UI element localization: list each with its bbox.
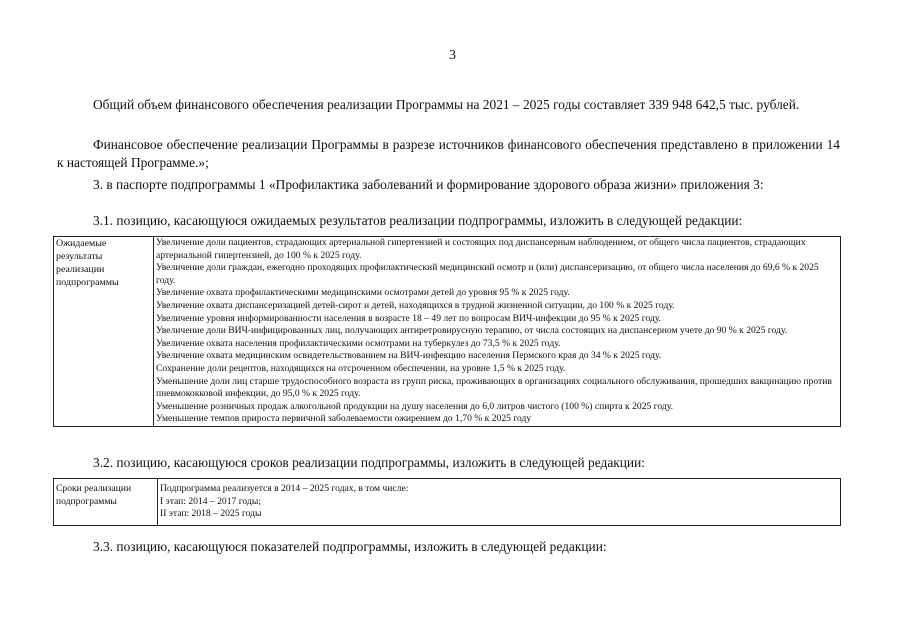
list-item: Уменьшение доли лиц старше трудоспособного возраста из групп риска, проживающих в организациях социального обслуживания, прошедших вакцинацию против пневмококковой инфекции, до 95,0 % к 2025 году. xyxy=(156,375,832,400)
paragraph-financing-total: Общий объем финансового обеспечения реализации Программы на 2021 – 2025 годы составляет 339 948 642,5 тыс. рублей. xyxy=(93,97,800,112)
list-item: II этап: 2018 – 2025 годы xyxy=(160,508,262,520)
paragraph-subprogram-passport: 3. в паспорте подпрограммы 1 «Профилактика заболеваний и формирование здорового образа жизни» приложения 3: xyxy=(93,177,764,192)
list-item: Сохранение доли рецептов, находящихся на отсроченном обеспечении, на уровне 1,5 % к 2025 году. xyxy=(156,362,566,374)
paragraph-indicators-heading: 3.3. позицию, касающуюся показателей подпрограммы, изложить в следующей редакции: xyxy=(93,539,607,554)
expected-results-label: Ожидаемые результаты реализации подпрограммы xyxy=(54,237,154,427)
paragraph-terms-heading: 3.2. позицию, касающуюся сроков реализации подпрограммы, изложить в следующей редакции: xyxy=(93,455,645,470)
list-item: Увеличение охвата населения профилактическими осмотрами на туберкулез до 73,5 % к 2025 году. xyxy=(156,337,561,349)
expected-results-list xyxy=(154,237,841,427)
list-item: Увеличение доли ВИЧ-инфицированных лиц, получающих антиретровирусную терапию, от числа состоящих на диспансерном учете до 90 % к 2025 году. xyxy=(156,325,788,337)
page-number: 3 xyxy=(449,48,456,63)
list-item: Увеличение охвата медицинским освидетельствованием на ВИЧ-инфекцию населения Пермского края до 34 % к 2025 году. xyxy=(156,350,662,362)
list-item: Увеличение охвата диспансеризацией детей-сирот и детей, находящихся в трудной жизненной ситуации, до 100 % к 2025 году. xyxy=(156,299,675,311)
terms-list xyxy=(158,479,841,526)
list-item: Уменьшение розничных продаж алкогольной продукции на душу населения до 6,0 литров чистого (100 %) спирта к 2025 году. xyxy=(156,400,674,412)
terms-label: Сроки реализации подпрограммы xyxy=(54,479,158,526)
terms-table xyxy=(53,478,841,526)
list-item: Уменьшение темпов прироста первичной заболеваемости ожирением до 1,70 % к 2025 году xyxy=(156,413,532,425)
paragraph-financing-sources: Финансовое обеспечение реализации Программы в разрезе источников финансового обеспечения представлено в приложении 14 к настоящей Программе.»; xyxy=(57,137,840,170)
paragraph-expected-results-heading: 3.1. позицию, касающуюся ожидаемых результатов реализации подпрограммы, изложить в следующей редакции: xyxy=(93,213,743,228)
list-item: Увеличение доли граждан, ежегодно проходящих профилактический медицинский осмотр и (или) диспансеризацию, от общего числа населения до 69,6 % к 2025 году. xyxy=(156,262,819,286)
expected-results-table xyxy=(53,236,841,427)
list-item: Увеличение уровня информированности населения в возрасте 18 – 49 лет по вопросам ВИЧ-инфекции до 95 % к 2025 году. xyxy=(156,312,662,324)
list-item: Увеличение охвата профилактическими медицинскими осмотрами детей до уровня 95 % к 2025 году. xyxy=(156,287,570,299)
table-row xyxy=(54,479,841,526)
list-item: Увеличение доли пациентов, страдающих артериальной гипертензией и состоящих под диспансерным наблюдением, от общего числа пациентов, страдающих артериальной гипертензией, до 100 % к 2025 году. xyxy=(156,237,806,261)
table-row xyxy=(54,237,841,427)
list-item: I этап: 2014 – 2017 годы; xyxy=(160,495,261,507)
list-item: Подпрограмма реализуется в 2014 – 2025 годах, в том числе: xyxy=(160,483,409,494)
